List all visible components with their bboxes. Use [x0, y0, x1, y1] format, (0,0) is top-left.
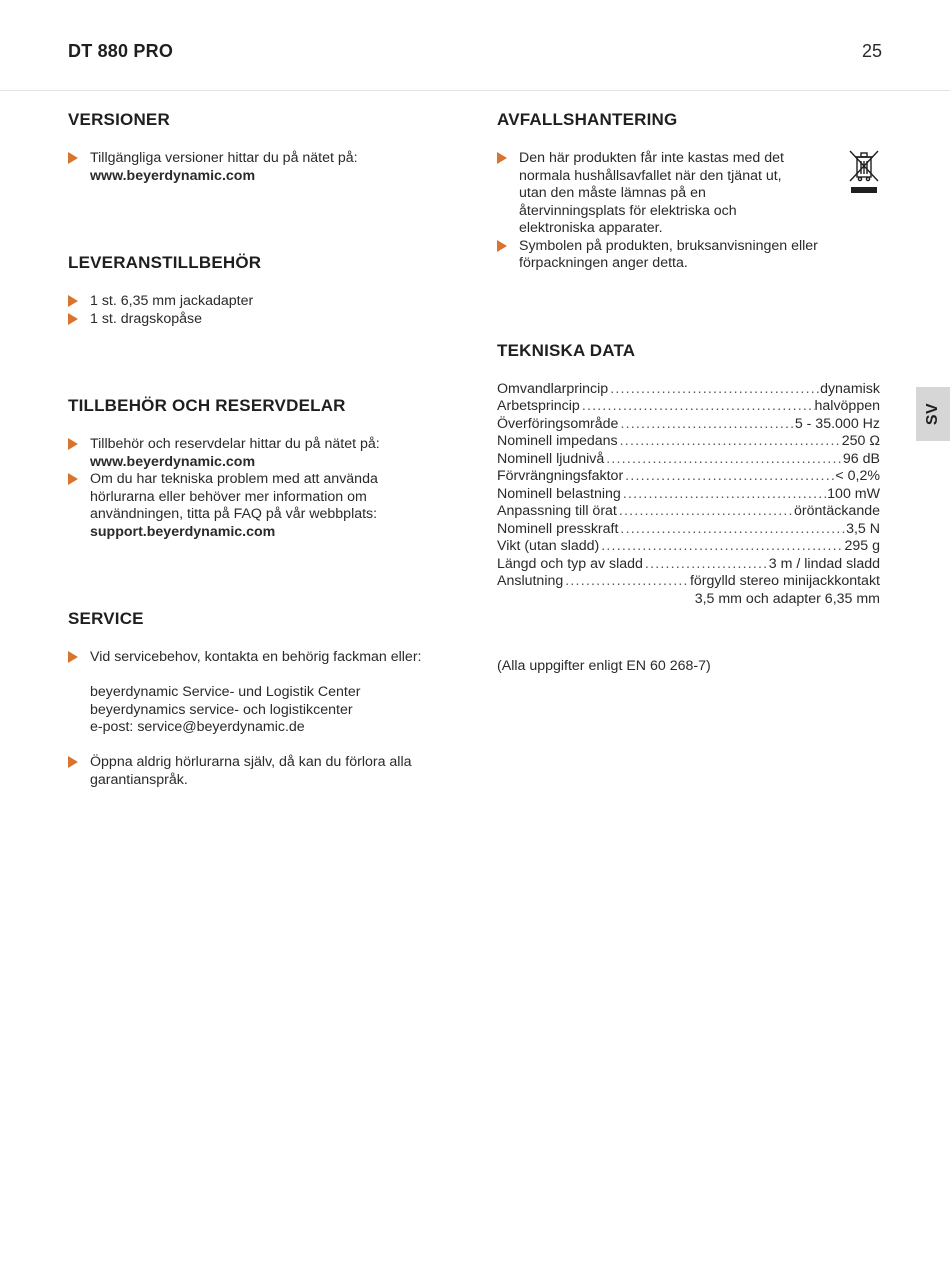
spec-label: Nominell ljudnivå [497, 450, 605, 467]
spec-label: Överföringsområde [497, 415, 619, 432]
section-accessories [68, 396, 428, 541]
spec-label: Anslutning [497, 573, 564, 589]
delivery-list [68, 293, 428, 328]
weee-crossed-bin-icon [848, 150, 880, 196]
section-disposal [497, 110, 880, 273]
list-item-text: Den här produkten får inte kastas med det normala hushållsavfallet när den tjänat ut, utan den måste lämnas på en återvinningsplats för elektriska och elektroniska apparater. [519, 150, 784, 236]
spec-value: 3 m / lindad sladd [768, 555, 880, 572]
bullet-arrow-icon [497, 152, 507, 164]
spec-row [497, 573, 880, 591]
section-title-disposal: AVFALLSHANTERING [497, 110, 678, 129]
list-item [68, 311, 428, 329]
spec-label: Nominell belastning [497, 485, 621, 502]
section-tech-data [497, 341, 880, 676]
spec-value: halvöppen [814, 398, 880, 414]
section-title-accessories: TILLBEHÖR OCH RESERVDELAR [68, 396, 346, 415]
spec-value: öröntäckande [794, 503, 880, 519]
list-item-text: Öppna aldrig hörlurarna själv, då kan du förlora alla garantianspråk. [90, 754, 412, 788]
bullet-arrow-icon [497, 240, 507, 252]
list-item [497, 238, 839, 273]
spec-table [497, 381, 880, 609]
spec-value: 295 g [844, 538, 880, 554]
language-tab-label: SV [924, 402, 941, 426]
page-number: 25 [861, 41, 882, 61]
service-address-line: beyerdynamics service- och logistikcenter [90, 701, 353, 718]
service-email[interactable]: e-post: service@beyerdynamic.de [90, 719, 305, 735]
spec-row [497, 381, 880, 399]
spec-label: Förvrängningsfaktor [497, 468, 624, 484]
section-title-tech-data: TEKNISKA DATA [497, 340, 636, 360]
support-link[interactable]: support.beyerdynamic.com [90, 523, 276, 540]
spec-row [497, 398, 880, 416]
list-item [68, 471, 428, 541]
disposal-list [497, 150, 818, 273]
spec-value: förgylld stereo minijackkontakt [689, 573, 880, 589]
spec-row [497, 503, 880, 521]
spec-row [497, 538, 880, 556]
list-item-text: Vid servicebehov, kontakta en behörig fackman eller: [90, 649, 422, 665]
spec-row [497, 468, 880, 486]
right-column [497, 110, 880, 726]
spec-row [497, 416, 880, 434]
bullet-arrow-icon [68, 438, 78, 450]
spec-label: Anpassning till örat [497, 503, 617, 519]
spec-label: Nominell presskraft [497, 520, 619, 537]
list-item [497, 150, 797, 238]
list-item-text: 1 st. dragskopåse [90, 310, 202, 327]
bullet-arrow-icon [68, 756, 78, 768]
spec-value: 5 - 35.000 Hz [794, 415, 880, 432]
list-item-text: Tillgängliga versioner hittar du på nätet på: [90, 150, 358, 166]
bullet-arrow-icon [68, 651, 78, 663]
spec-value: < 0,2% [835, 468, 880, 484]
spec-row [497, 486, 880, 504]
section-delivery [68, 253, 428, 328]
list-item-text: Tillbehör och reservdelar hittar du på nätet på: [90, 436, 380, 452]
website-link[interactable]: www.beyerdynamic.com [90, 453, 256, 470]
section-title-delivery: LEVERANSTILLBEHÖR [68, 253, 262, 272]
list-item [68, 754, 428, 789]
bullet-arrow-icon [68, 473, 78, 485]
spec-label: Arbetsprincip [497, 398, 580, 414]
list-item [68, 293, 428, 311]
page-header [0, 0, 950, 91]
spec-value-continuation: 3,5 mm och adapter 6,35 mm [694, 590, 880, 607]
spec-value: 250 Ω [841, 433, 880, 449]
spec-row [497, 556, 880, 574]
versions-list [68, 150, 428, 185]
spec-row [497, 451, 880, 469]
spec-label: Omvandlarprincip [497, 380, 609, 397]
spec-label: Nominell impedans [497, 433, 618, 449]
list-item [68, 150, 428, 185]
list-item-text: Om du har tekniska problem med att använda hörlurarna eller behöver mer information om användningen, titta på FAQ på vår webbplats: [90, 471, 378, 522]
tech-note: (Alla uppgifter enligt EN 60 268-7) [497, 658, 711, 674]
language-tab[interactable] [916, 387, 950, 441]
document-title: DT 880 PRO [68, 41, 174, 61]
spec-value: 3,5 N [846, 520, 880, 537]
list-item-text: Symbolen på produkten, bruksanvisningen eller förpackningen anger detta. [519, 237, 818, 271]
service-list [68, 649, 428, 789]
accessories-list [68, 436, 428, 541]
bullet-arrow-icon [68, 295, 78, 307]
bullet-arrow-icon [68, 313, 78, 325]
section-title-versions: VERSIONER [68, 110, 170, 129]
list-item [68, 436, 428, 471]
section-title-service: SERVICE [68, 609, 144, 628]
section-service [68, 609, 428, 789]
list-item-text: 1 st. 6,35 mm jackadapter [90, 293, 254, 309]
spec-row [497, 433, 880, 451]
left-column [68, 110, 428, 839]
service-address-line: beyerdynamic Service- und Logistik Center [90, 684, 361, 700]
spec-row [497, 521, 880, 539]
bullet-arrow-icon [68, 152, 78, 164]
spec-value: 100 mW [827, 485, 880, 502]
website-link[interactable]: www.beyerdynamic.com [90, 167, 256, 184]
spec-label: Längd och typ av sladd [497, 555, 643, 572]
spec-value: 96 dB [842, 450, 880, 467]
section-versions [68, 110, 428, 185]
list-item [68, 649, 428, 737]
spec-value: dynamisk [820, 380, 880, 397]
spec-label: Vikt (utan sladd) [497, 538, 600, 554]
